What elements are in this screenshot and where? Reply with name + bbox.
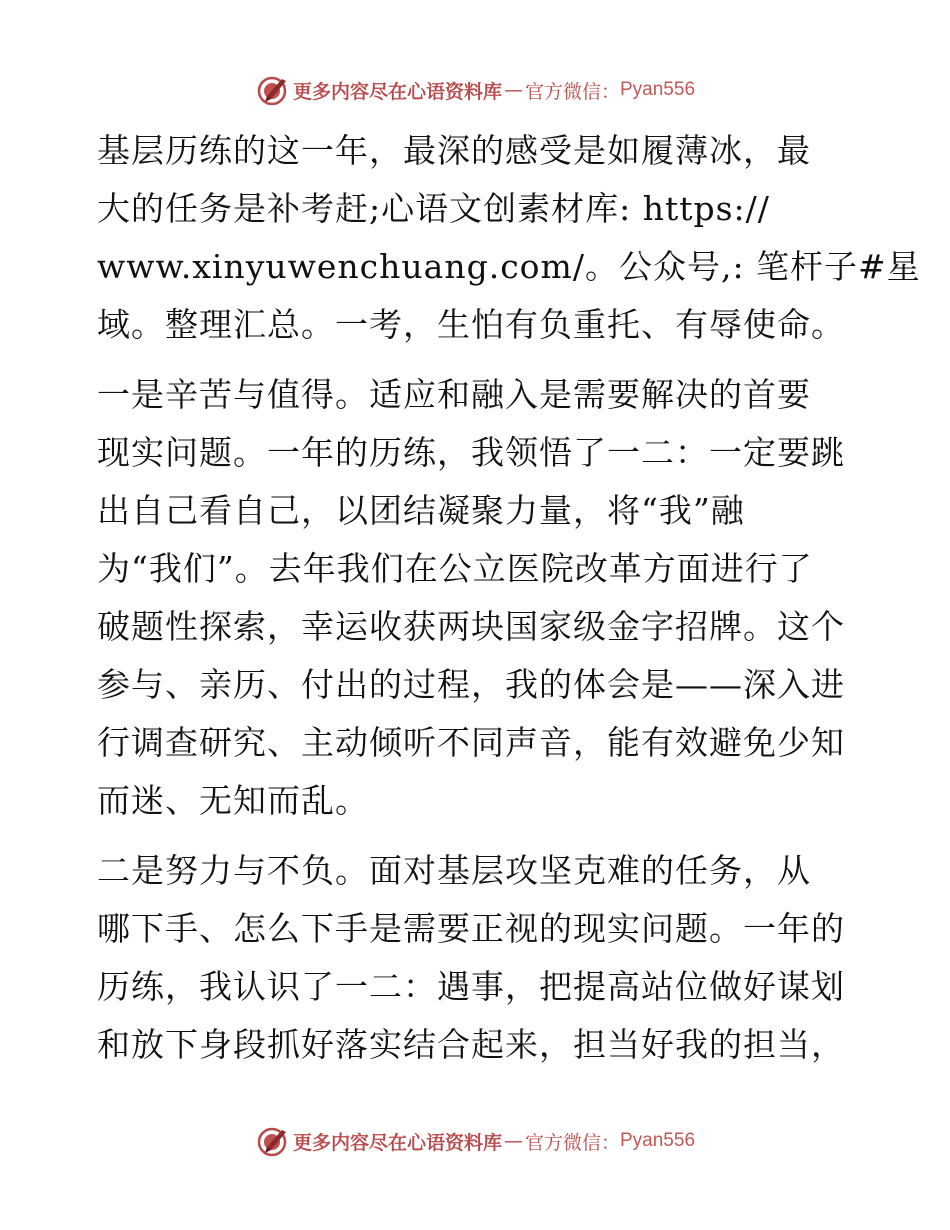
paragraph (97, 842, 857, 1074)
wechat-id: Pyan556 (620, 1130, 696, 1151)
text-line: 现实问题。一年的历练，我领悟了一二：一定要跳 (97, 433, 845, 472)
text-line: 哪下手、怎么下手是需要正视的现实问题。一年的 (97, 909, 845, 948)
text-line: 历练，我认识了一二：遇事，把提高站位做好谋划 (97, 967, 845, 1006)
text-line: 和放下身段抓好落实结合起来，担当好我的担当， (97, 1025, 845, 1064)
text-line: 为“我们”。去年我们在公立医院改革方面进行了 (97, 549, 813, 588)
wechat-id: Pyan556 (620, 79, 696, 100)
paragraph (97, 122, 921, 354)
text-line: 出自己看自己，以团结凝聚力量，将“我”融 (97, 491, 745, 530)
text-line: 而迷、无知而乱。 (97, 781, 369, 820)
separator-dash: — (503, 1130, 523, 1152)
text-line: 大的任务是补考赶;心语文创素材库: https:// (97, 189, 770, 228)
text-line: 基层历练的这一年，最深的感受是如履薄冰，最 (97, 131, 811, 170)
wechat-label: 官方微信： (524, 80, 620, 103)
text-line: 二是努力与不负。面对基层攻坚克难的任务，从 (97, 851, 811, 890)
text-line: 域。整理汇总。一考，生怕有负重托、有辱使命。 (97, 305, 845, 344)
footer-banner (0, 1121, 950, 1161)
text-line: 参与、亲历、付出的过程，我的体会是——深入进 (97, 665, 845, 704)
paragraph (97, 366, 857, 830)
pen-seal-icon (255, 72, 291, 108)
promo-text: 更多内容尽在心语资料库 (292, 80, 502, 103)
document-body (97, 122, 921, 1074)
text-line: www.xinyuwenchuang.com/。公众号,: 笔杆子#星 (97, 247, 921, 286)
text-line: 破题性探索，幸运收获两块国家级金字招牌。这个 (97, 607, 845, 646)
header-banner (0, 70, 950, 110)
promo-text: 更多内容尽在心语资料库 (292, 1131, 502, 1154)
text-line: 行调查研究、主动倾听不同声音，能有效避免少知 (97, 723, 845, 762)
wechat-label: 官方微信： (524, 1131, 620, 1154)
text-line: 一是辛苦与值得。适应和融入是需要解决的首要 (97, 375, 811, 414)
pen-seal-icon (255, 1123, 291, 1159)
separator-dash: — (503, 79, 523, 101)
